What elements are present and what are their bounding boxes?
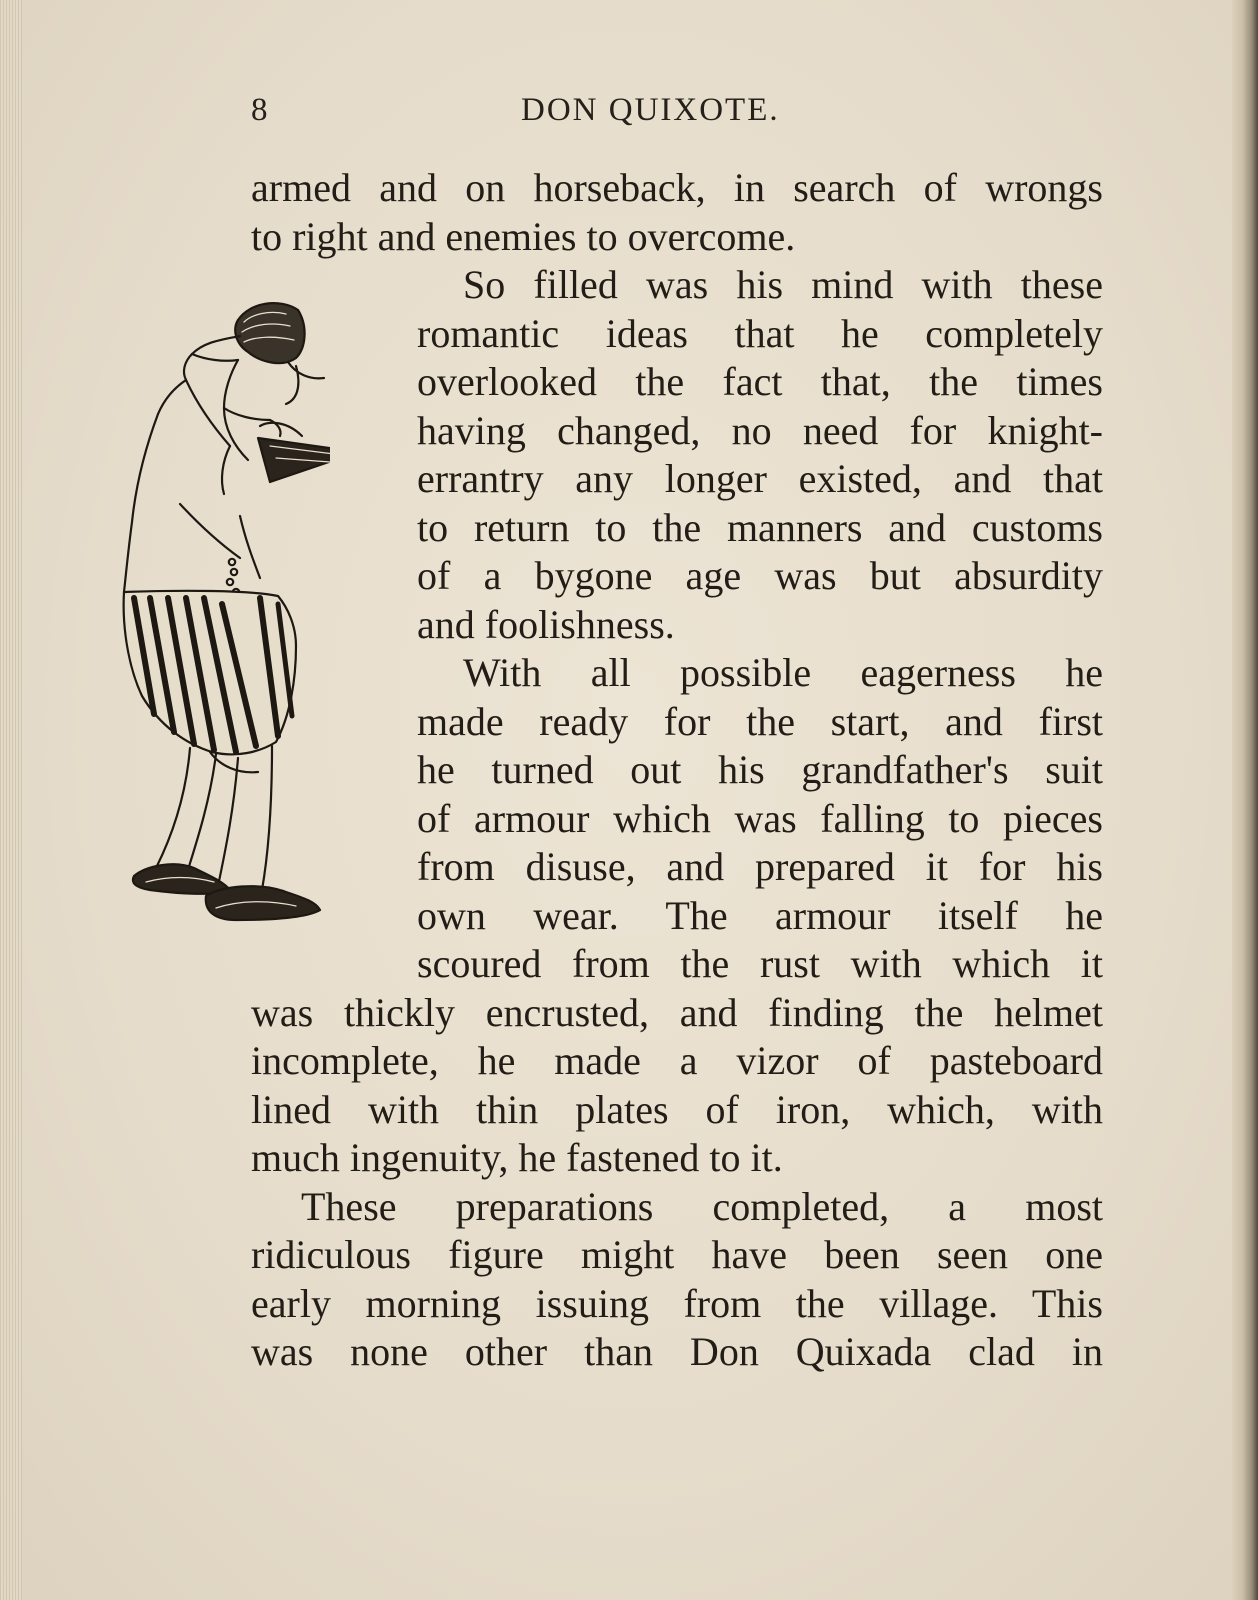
body-text [251,164,1103,1377]
page-number: 8 [251,92,269,128]
text-line: having changed, no need for knight- [417,407,1103,453]
text-line: overlooked the fact that, the times [417,359,1103,404]
text-line: to return to the manners and customs [417,504,1103,550]
text-line: incomplete, he made a vizor of pasteboard [251,1038,1103,1083]
text-line: armed and on horseback, in search of wrongs [251,165,1103,210]
paragraph-start: So filled was his mind with these [463,262,1103,307]
text-line: lined with thin plates of iron, which, with [251,1086,1103,1132]
page-edge-right [1232,0,1258,1600]
text-line: scoured from the rust with which it [417,941,1103,986]
text-line: of a bygone age was but absurdity [417,553,1103,598]
text-line: own wear. The armour itself he [417,892,1103,938]
text-line: was none other than Don Quixada clad in [251,1329,1103,1374]
page-title: DON QUIXOTE. [521,92,780,128]
running-head [251,92,839,132]
page-gutter-left [0,0,22,1600]
text-line: early morning issuing from the village. This [251,1280,1103,1326]
text-line: made ready for the start, and first [417,698,1103,744]
text-line: errantry any longer existed, and that [417,456,1103,501]
text-line: from disuse, and prepared it for his [417,844,1103,889]
text-line: to right and enemies to overcome. [251,213,796,259]
text-line: and foolishness. [417,601,675,647]
text-line: he turned out his grandfather's suit [417,747,1103,792]
text-line: ridiculous figure might have been seen one [251,1232,1103,1277]
text-line: of armour which was falling to pieces [417,795,1103,841]
text-line: was thickly encrusted, and finding the helmet [251,989,1103,1035]
paragraph-start: These preparations completed, a most [301,1183,1103,1229]
paragraph-start: With all possible eagerness he [463,650,1103,695]
text-line: romantic ideas that he completely [417,310,1103,356]
text-line: much ingenuity, he fastened to it. [251,1135,783,1180]
